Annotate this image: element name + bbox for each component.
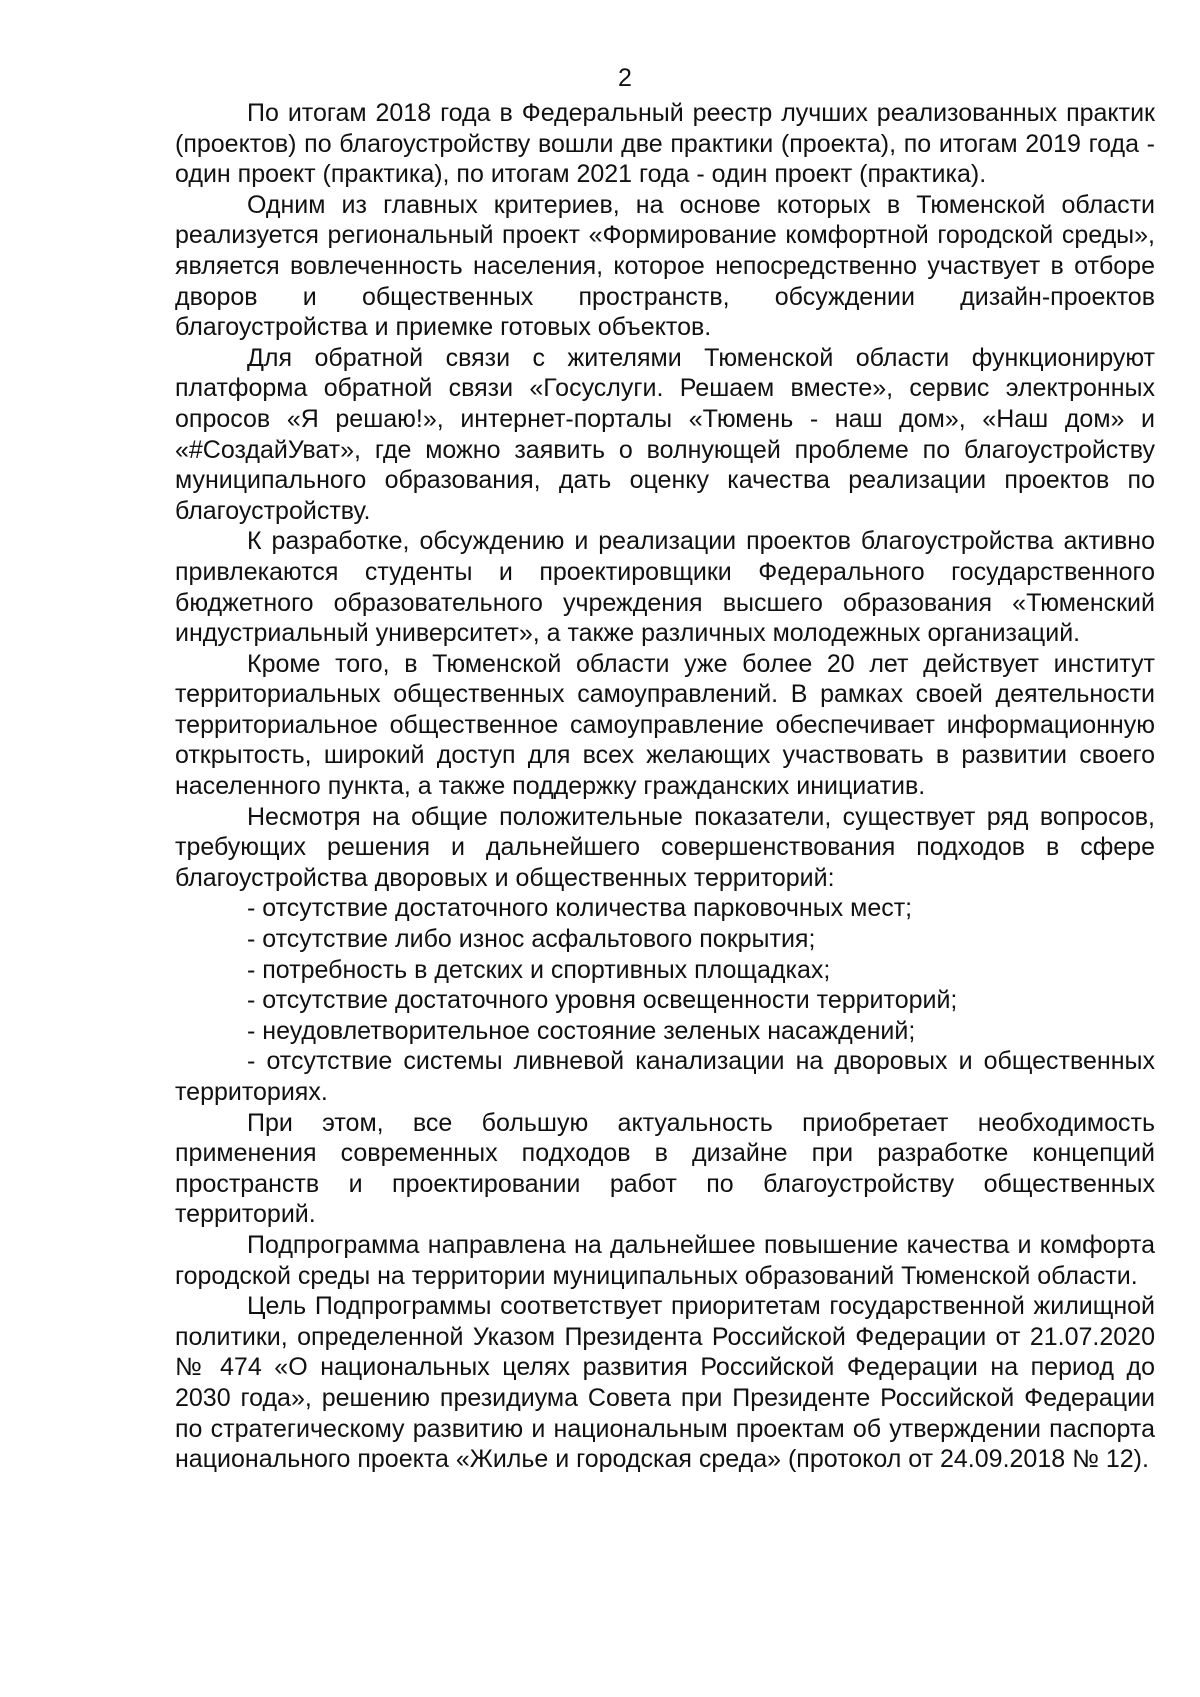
paragraph-student-involvement: К разработке, обсуждению и реализации проектов благоустройства активно привлекаются студенты и проектировщики Федерального государственного бюджетного образовательного учреждения высшего образования «Тюменский индустриальный университет», а также различных молодежных организаций. [175,527,1155,648]
problem-list [175,893,1155,1107]
paragraph-subprogram-goal: Цель Подпрограммы соответствует приоритетам государственной жилищной политики, определенной Указом Президента Российской Федерации от 21.07.2020 № 474 «О национальных целях развития Российской Федерации на период до 2030 года», решению президиума Совета при Президенте Российской Федерации по стратегическому развитию и национальным проектам об утверждении паспорта национального проекта «Жилье и городская среда» (протокол от 24.09.2018 № 12). [175,1292,1155,1474]
paragraph-modern-design: При этом, все большую актуальность приобретает необходимость применения современных подходов в дизайне при разработке концепций пространств и проектировании работ по благоустройству общественных территорий. [175,1108,1155,1229]
paragraph-feedback-platforms: Для обратной связи с жителями Тюменской области функционируют платформа обратной связи «Госуслуги. Решаем вместе», сервис электронных опросов «Я решаю!», интернет-порталы «Тюмень - наш дом», «Наш дом» и «#СоздайУват», где можно заявить о волнующей проблеме по благоустройству муниципального образования, дать оценку качества реализации проектов по благоустройству. [175,343,1155,525]
paragraph-self-government: Кроме того, в Тюменской области уже более 20 лет действует институт территориальных общественных самоуправлений. В рамках своей деятельности территориальное общественное самоуправление обеспечивает информационную открытость, широкий доступ для всех желающих участвовать в развитии своего населенного пункта, а также поддержку гражданских инициатив. [175,649,1155,801]
list-item: - отсутствие либо износ асфальтового покрытия; [247,925,816,954]
paragraph-selection-criteria: Одним из главных критериев, на основе которых в Тюменской области реализуется региональный проект «Формирование комфортной городской среды», является вовлеченность населения, которое непосредственно участвует в отборе дворов и общественных пространств, обсуждении дизайн-проектов благоустройства и приемке готовых объектов. [175,190,1155,342]
list-item: - потребность в детских и спортивных площадках; [247,955,831,984]
paragraph-subprogram-aim: Подпрограмма направлена на дальнейшее повышение качества и комфорта городской среды на территории муниципальных образований Тюменской области. [175,1230,1155,1290]
list-item: - неудовлетворительное состояние зеленых насаждений; [247,1016,916,1045]
list-item: - отсутствие системы ливневой канализации на дворовых и общественных территориях. [175,1047,1155,1106]
list-item: - отсутствие достаточного количества парковочных мест; [247,894,913,923]
document-body [175,98,1155,1475]
list-item: - отсутствие достаточного уровня освещенности территорий; [247,986,958,1015]
paragraph-registry-results: По итогам 2018 года в Федеральный реестр лучших реализованных практик (проектов) по благоустройству вошли две практики (проекта), по итогам 2019 года - один проект (практика), по итогам 2021 года - один проект (практика). [175,99,1155,189]
page-number: 2 [618,64,632,92]
paragraph-open-issues: Несмотря на общие положительные показатели, существует ряд вопросов, требующих решения и дальнейшего совершенствования подходов в сфере благоустройства дворовых и общественных территорий: [175,802,1155,892]
